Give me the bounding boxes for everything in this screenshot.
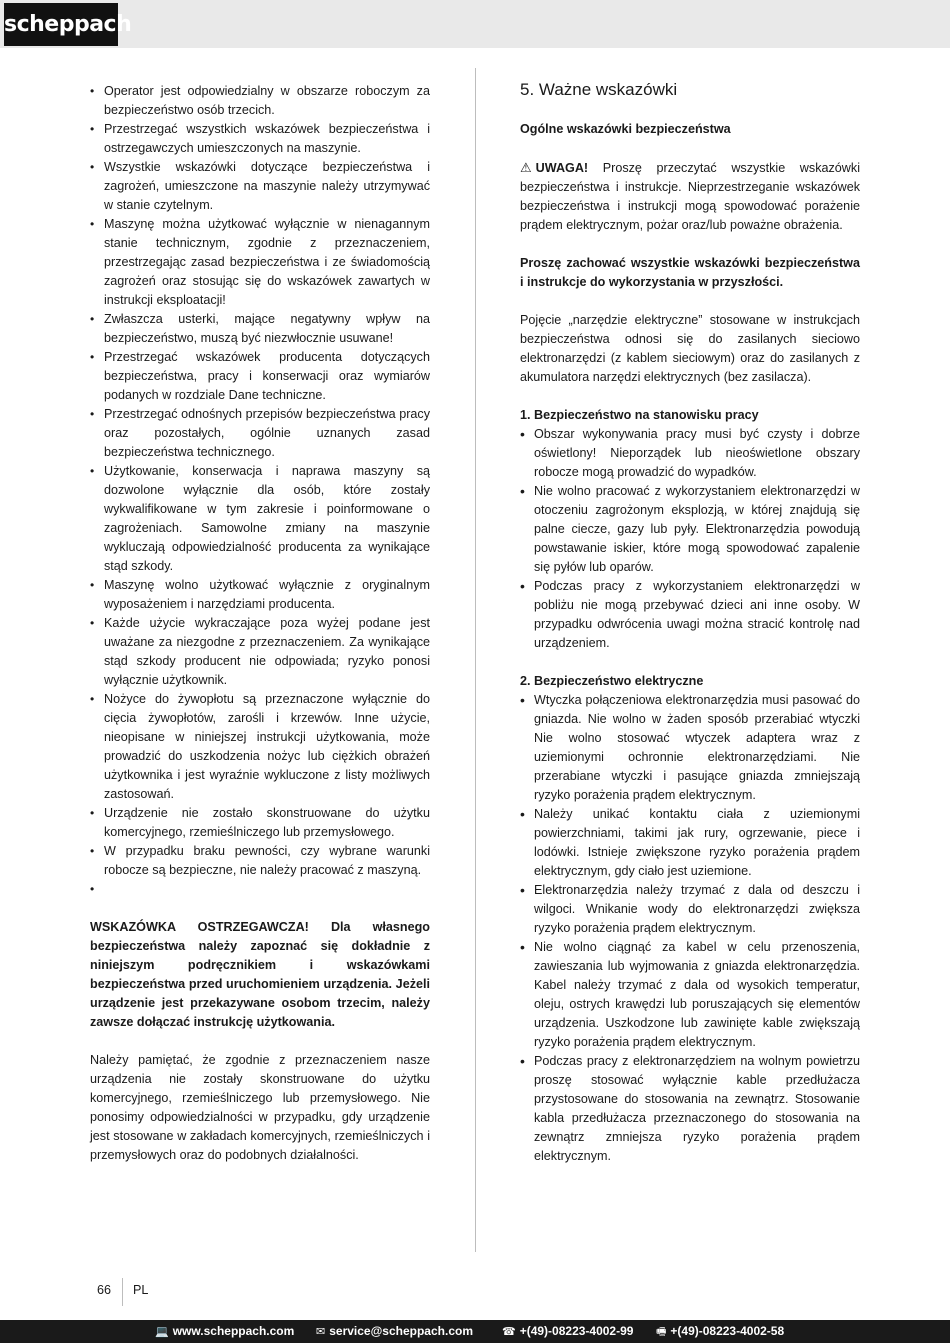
list-item: • Obszar wykonywania pracy musi być czysty i dobrze oświetlony! Nieporządek lub nieoświetlone obszary robocze mogą prowadzić do wypadków.: [520, 425, 860, 482]
uwaga-text: Proszę przeczytać wszystkie wskazówki bezpieczeństwa i instrukcje. Nieprzestrzeganie wskazówek bezpieczeństwa i instrukcji mogą spowodować porażenie prądem elektrycznym, pożar oraz/lub poważne obrażenia.: [520, 161, 860, 232]
usage-note-paragraph: Należy pamiętać, że zgodnie z przeznaczeniem nasze urządzenia nie zostały skonstruowane do użytku komercyjnego, rzemieślniczego lub przemysłowego. Nie ponosimy odpowiedzialności w przypadku, gdy urządzenie jest stosowane w zakładach komercyjnych, rzemieślniczych i przemysłowych oraz do podobnych działalności.: [90, 1053, 430, 1162]
subheading: Ogólne wskazówki bezpieczeństwa: [520, 122, 731, 136]
safety-bullet-list: [90, 82, 430, 899]
language-code: PL: [133, 1283, 149, 1297]
header-band: [0, 0, 950, 48]
uwaga-paragraph: [520, 158, 860, 235]
column-divider: [475, 68, 476, 1252]
list-item: • Należy unikać kontaktu ciała z uziemionymi powierzchniami, takimi jak rury, ogrzewanie, piece i lodówki. Istnieje zwiększone ryzyko porażenia prądem elektrycznym, gdy ciało jest uziemione.: [520, 805, 860, 881]
power-tool-definition: Pojęcie „narzędzie elektryczne” stosowane w instrukcjach bezpieczeństwa odnosi się do zasilanych sieciowo elektronarzędzi (z kablem sieciowym) oraz do zasilanych z akumulatora narzędzi elektrycznych (bez zasilacza).: [520, 313, 860, 384]
electrical-safety-list: [520, 691, 860, 1166]
keep-instructions-paragraph: Proszę zachować wszystkie wskazówki bezpieczeństwa i instrukcje do wykorzystania w przyszłości.: [520, 256, 860, 289]
list-item: • Urządzenie nie zostało skonstruowane do użytku komercyjnego, rzemieślniczego lub przemysłowego.: [90, 804, 430, 842]
phone-icon: ☎: [502, 1326, 516, 1338]
list-item: • Elektronarzędzia należy trzymać z dala od deszczu i wilgoci. Wnikanie wody do elektronarzędzi zwiększa ryzyko porażenia prądem elektrycznym.: [520, 881, 860, 938]
list-item: • Przestrzegać wskazówek producenta dotyczących bezpieczeństwa, pracy i konserwacji oraz wymiarów podanych w rozdziale Dane techniczne.: [90, 348, 430, 405]
warning-triangle-icon: ⚠: [520, 160, 532, 175]
list-item: • Maszynę wolno użytkować wyłącznie z oryginalnym wyposażeniem i narzędziami producenta.: [90, 576, 430, 614]
list-item: • Każde użycie wykraczające poza wyżej podane jest uważane za niezgodne z przeznaczeniem. Za wynikające stąd szkody producent nie odpowiada; ryzyko ponosi wyłącznie użytkownik.: [90, 614, 430, 690]
list-item: • Operator jest odpowiedzialny w obszarze roboczym za bezpieczeństwo osób trzecich.: [90, 82, 430, 120]
list-item: • Podczas pracy z wykorzystaniem elektronarzędzi w pobliżu nie mogą przebywać dzieci ani inne osoby. W przypadku odwrócenia uwagi można stracić kontrolę nad urządzeniem.: [520, 577, 860, 653]
list-item: • Nie wolno ciągnąć za kabel w celu przenoszenia, zawieszania lub wyjmowania z gniazda elektronarzędzia. Kabel należy trzymać z dala od wysokich temperatur, oleju, ostrych krawędzi lub poruszających się elementów urządzenia. Uszkodzone lub zawinięte kable zwiększają ryzyko porażenia prądem elektrycznym.: [520, 938, 860, 1052]
uwaga-label: UWAGA!: [535, 161, 589, 175]
list-item: • Zwłaszcza usterki, mające negatywny wpływ na bezpieczeństwo, muszą być niezwłocznie usuwane!: [90, 310, 430, 348]
list-item: • Użytkowanie, konserwacja i naprawa maszyny są dozwolone wyłącznie dla osób, które zostały wykwalifikowane w tym zakresie i poinformowane o zagrożeniach. Samowolne zmiany na maszynie wykluczają odpowiedzialność producenta za wynikające stąd szkody.: [90, 462, 430, 576]
footer-separator: [122, 1278, 123, 1306]
website-contact[interactable]: 💻 www.scheppach.com: [155, 1324, 295, 1338]
brand-logo: scheppach: [4, 3, 118, 46]
email-contact[interactable]: ✉ service@scheppach.com: [316, 1324, 473, 1338]
list-item: • Podczas pracy z elektronarzędziem na wolnym powietrzu proszę stosować wyłącznie kable przedłużacza przystosowane do stosowania na zewnątrz. Stosowanie kabla przedłużacza przeznaczonego do stosowania na zewnątrz zmniejsza ryzyko porażenia prądem elektrycznym.: [520, 1052, 860, 1166]
list-item: • Przestrzegać wszystkich wskazówek bezpieczeństwa i ostrzegawczych umieszczonych na maszynie.: [90, 120, 430, 158]
workplace-safety-list: [520, 425, 860, 653]
list-item: • Nożyce do żywopłotu są przeznaczone wyłącznie do cięcia żywopłotów, zarośli i krzewów. Inne użycie, nieopisane w niniejszej instrukcji użytkowania, może prowadzić do uszkodzenia nożyc lub ciężkich obrażeń użytkownika i jest wyraźnie wykluczone z listy możliwych zastosowań.: [90, 690, 430, 804]
list-item: • W przypadku braku pewności, czy wybrane warunki robocze są bezpieczne, nie należy pracować z maszyną.: [90, 842, 430, 880]
section-heading: 5. Ważne wskazówki: [520, 80, 678, 99]
warning-paragraph: WSKAZÓWKA OSTRZEGAWCZA! Dla własnego bezpieczeństwa należy zapoznać się dokładnie z niniejszym podręcznikiem i wskazówkami bezpieczeństwa przed uruchomieniem urządzenia. Jeżeli urządzenie jest przekazywane osobom trzecim, należy zawsze dołączać instrukcję użytkowania.: [90, 920, 430, 1029]
contact-bar: [0, 1320, 950, 1343]
fax-contact[interactable]: 🖷 +(49)-08223-4002-58: [656, 1324, 785, 1338]
page-number: 66: [97, 1283, 112, 1297]
section-title-electrical: 2. Bezpieczeństwo elektryczne: [520, 674, 704, 688]
mail-icon: ✉: [316, 1326, 326, 1338]
laptop-icon: 💻: [155, 1326, 169, 1338]
list-item: • Wszystkie wskazówki dotyczące bezpieczeństwa i zagrożeń, umieszczone na maszynie należy utrzymywać w stanie czytelnym.: [90, 158, 430, 215]
list-item: • Wtyczka połączeniowa elektronarzędzia musi pasować do gniazda. Nie wolno w żaden sposób przerabiać wtyczki Nie wolno stosować wtyczek adaptera wraz z uziemionymi ochronnie elektronarzędziami. Nie przerabiane wtyczki i pasujące gniazda zmniejszają ryzyko porażenia prądem elektrycznym.: [520, 691, 860, 805]
right-column: [520, 80, 860, 1166]
left-column: [90, 82, 430, 1165]
list-item: [90, 880, 430, 899]
phone-contact[interactable]: ☎ +(49)-08223-4002-99: [502, 1324, 634, 1338]
list-item: • Przestrzegać odnośnych przepisów bezpieczeństwa pracy oraz pozostałych, ogólnie uznanych zasad bezpieczeństwa technicznego.: [90, 405, 430, 462]
list-item: • Nie wolno pracować z wykorzystaniem elektronarzędzi w otoczeniu zagrożonym eksplozją, w której znajdują się palne ciecze, gazy lub pyły. Elektronarzędzia powodują powstawanie iskier, które mogą spowodować zapalenie się pyłów lub oparów.: [520, 482, 860, 577]
list-item: • Maszynę można użytkować wyłącznie w nienagannym stanie technicznym, zgodnie z przeznaczeniem, przestrzegając zasad bezpieczeństwa i ze świadomością zagrożeń oraz stosując się do wskazówek zawartych w instrukcji eksploatacji!: [90, 215, 430, 310]
fax-icon: 🖷: [656, 1326, 667, 1338]
section-title-workplace: 1. Bezpieczeństwo na stanowisku pracy: [520, 408, 759, 422]
